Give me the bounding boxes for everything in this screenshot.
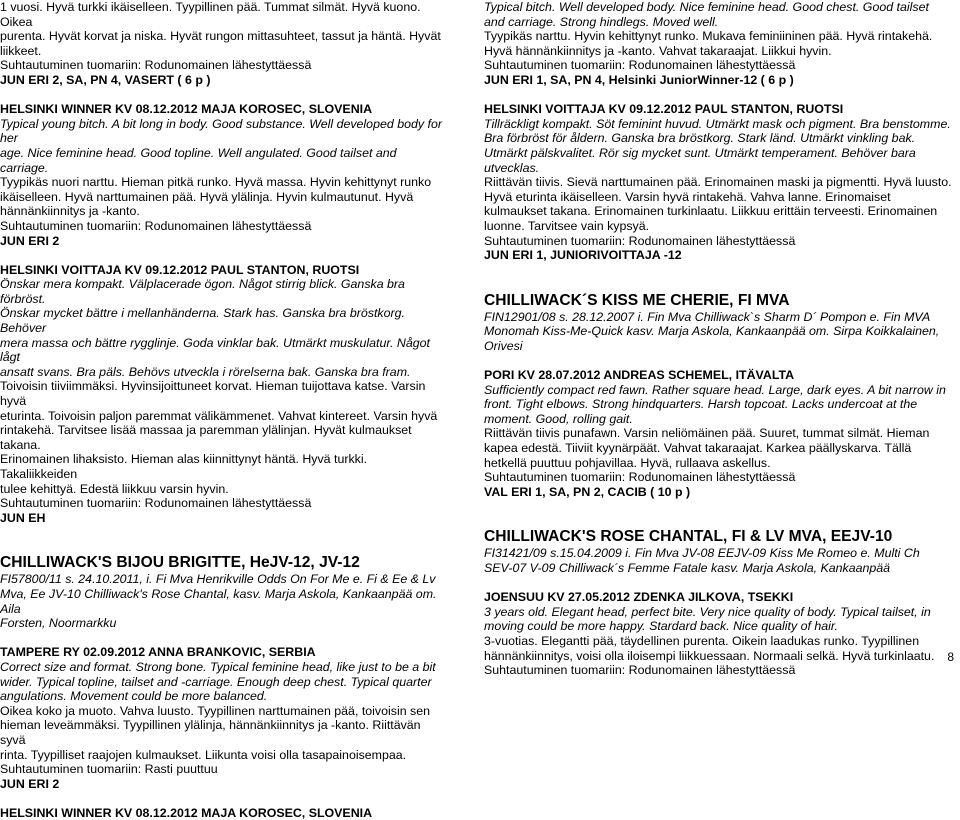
critique-text: tulee kehittyä. Edestä liikkuu varsin hyvin. (0, 481, 229, 496)
show-header: HELSINKI VOITTAJA KV 09.12.2012 PAUL STANTON, RUOTSI (484, 102, 844, 117)
result-line: JUN ERI 2 (0, 776, 60, 791)
critique-text-sv: ansatt svans. Bra päls. Behövs utveckla i rörelserna bak. Ganska bra fram. (0, 364, 411, 379)
critique-text: hetkellä puuttuu pohjavillaa. Hyvä, rullaava askellus. (484, 455, 771, 470)
temperament-line: Suhtautuminen tuomariin: Rodunomainen lähestyttäessä (0, 58, 312, 73)
pedigree-line: SEV-07 V-09 Chilliwack´s Femme Fatale kasv. Marja Askola, Kankaanpää (484, 561, 891, 575)
critique-text-en: moving could be more happy. Stardard back. Nice quality of hair. (484, 619, 839, 634)
critique-text-sv: Tillräckligt kompakt. Söt feminint huvud. Utmärkt mask och pigment. Bra benstomme. (484, 116, 951, 131)
critique-text-en: Sufficiently compact red fawn. Rather square head. Large, dark eyes. A bit narrow in (484, 382, 946, 397)
dog-name-heading: CHILLIWACK'S BIJOU BRIGITTE, HeJV-12, JV-12 (0, 554, 360, 572)
result-line: JUN EH (0, 510, 46, 525)
show-header: HELSINKI VOITTAJA KV 09.12.2012 PAUL STANTON, RUOTSI (0, 262, 360, 277)
pedigree-line: Mva, Ee JV-10 Chilliwack's Rose Chantal, kasv. Marja Askola, Kankaanpää om. Aila (0, 586, 437, 616)
pedigree-line: Monomah Kiss-Me-Quick kasv. Marja Askola, Kankaanpää om. Sirpa Koikkalainen, (484, 324, 940, 339)
critique-text-sv: utvecklas. (484, 160, 540, 175)
temperament-line: Suhtautuminen tuomariin: Rodunomainen lähestyttäessä (484, 470, 796, 485)
critique-text: eturinta. Toivoisin paljon paremmat välikämmenet. Vahvat kintereet. Varsin hyvä (0, 408, 438, 423)
pedigree-line: FI31421/09 s.15.04.2009 i. Fin Mva JV-08 EEJV-09 Kiss Me Romeo e. Multi Ch (484, 546, 920, 561)
critique-text: 3-vuotias. Elegantti pää, täydellinen purenta. Oikein laadukas runko. Tyypillinen (484, 633, 920, 648)
critique-text: luonne. Tarvitsee vain kypsyä. (484, 218, 650, 233)
dog-name-heading: CHILLIWACK´S KISS ME CHERIE, FI MVA (484, 291, 790, 309)
page-number: 8 (947, 650, 954, 664)
temperament-line: Suhtautuminen tuomariin: Rodunomainen lähestyttäessä (0, 496, 312, 511)
critique-text: hännänkiinnitys ja -kanto. (0, 204, 140, 219)
critique-text-en: front. Tight elbows. Strong hindquarters. Harsh topcoat. Lacks undercoat at the (484, 397, 918, 412)
show-header: TAMPERE RY 02.09.2012 ANNA BRANKOVIC, SERBIA (0, 645, 316, 660)
critique-text: liikkeet. (0, 43, 42, 58)
critique-text: Tyypikäs narttu. Hyvin kehittynyt runko. Mukava feminiininen pää. Hyvä rintakehä. (484, 29, 933, 44)
critique-text-en: moment. Good, rolling gait. (484, 411, 633, 426)
critique-text: Toivoisin tiiviimmäksi. Hyvinsijoittuneet korvat. Hieman tuijottava katse. Varsin hyvä (0, 379, 426, 409)
critique-text: Riittävän tiivis. Sievä narttumainen pää. Erinomainen maski ja pigmentti. Hyvä luusto. (484, 175, 952, 190)
critique-text: kapea edestä. Tiiviit kyynärpäät. Vahvat takaraajat. Karkea päällyskarva. Tällä (484, 441, 912, 456)
pedigree-line: FIN12901/08 s. 28.12.2007 i. Fin Mva Chilliwack`s Sharm D´ Pompon e. Fin MVA (484, 309, 931, 324)
critique-text-en: angulations. Movement could be more balanced. (0, 689, 268, 704)
critique-text: rinta. Tyypilliset raajojen kulmaukset. Liikunta voisi olla tasapainoisempaa. (0, 747, 407, 762)
result-line: VAL ERI 1, SA, PN 2, CACIB ( 10 p ) (484, 484, 691, 499)
critique-text: Tyypikäs nuori narttu. Hieman pitkä runko. Hyvä massa. Hyvin kehittynyt runko (0, 175, 432, 190)
dog-name-heading: CHILLIWACK'S ROSE CHANTAL, FI & LV MVA, EEJV-10 (484, 528, 893, 546)
critique-text: kulmaukset takana. Erinomainen turkinlaatu. Liikkuu erittäin terveesti. Erinomainen (484, 204, 938, 219)
critique-text-en: Typical bitch. Well developed body. Nice feminine head. Good chest. Good tailset (484, 0, 929, 14)
temperament-line: Suhtautuminen tuomariin: Rodunomainen lähestyttäessä (484, 663, 796, 678)
critique-text-sv: mera massa och bättre rygglinje. Goda vinklar bak. Utmärkt muskulatur. Något lågt (0, 335, 430, 365)
critique-text: Oikea koko ja muoto. Vahva luusto. Tyypillinen narttumainen pää, toivoisin sen (0, 703, 431, 718)
temperament-line: Suhtautuminen tuomariin: Rodunomainen lähestyttäessä (0, 218, 312, 233)
right-column (484, 0, 956, 678)
show-header: HELSINKI WINNER KV 08.12.2012 MAJA KOROSEC, SLOVENIA (0, 102, 373, 117)
pedigree-line: Forsten, Noormarkku (0, 616, 117, 631)
critique-text-sv: Utmärkt pälskvalitet. Rör sig mycket sunt. Utmärkt temperament. Behöver bara (484, 145, 916, 160)
critique-text: hieman leveämmäksi. Tyypillinen ylälinja, hännänkiinnitys ja -kanto. Riittävän syvä (0, 718, 421, 747)
result-line: JUN ERI 1, SA, PN 4, Helsinki JuniorWinner-12 ( 6 p ) (484, 72, 794, 87)
temperament-line: Suhtautuminen tuomariin: Rasti puuttuu (0, 762, 218, 777)
critique-text-sv: Bra förbröst för åldern. Ganska bra bröstkorg. Stark länd. Utmärkt vinkling bak. (484, 131, 916, 146)
critique-text-en: Correct size and format. Strong bone. Typical feminine head, like just to be a bit (0, 659, 436, 674)
critique-text-en: age. Nice feminine head. Good topline. Well angulated. Good tailset and carriage. (0, 145, 397, 175)
left-column (0, 0, 445, 820)
temperament-line: Suhtautuminen tuomariin: Rodunomainen lähestyttäessä (484, 233, 796, 248)
pedigree-line: FI57800/11 s. 24.10.2011, i. Fi Mva Henrikville Odds On For Me e. Fi & Ee & Lv (0, 572, 436, 587)
critique-text: purenta. Hyvät korvat ja niska. Hyvät rungon mittasuhteet, tassut ja häntä. Hyvät (0, 29, 441, 44)
temperament-line: Suhtautuminen tuomariin: Rodunomainen lähestyttäessä (484, 58, 796, 73)
show-header: JOENSUU KV 27.05.2012 ZDENKA JILKOVA, TSEKKI (484, 590, 794, 605)
critique-text: hännänkiinnitys, voisi olla iloisempi liikkuessaan. Normaali selkä. Hyvä turkinlaatu. (484, 648, 935, 663)
show-header: HELSINKI WINNER KV 08.12.2012 MAJA KOROSEC, SLOVENIA (0, 805, 373, 820)
critique-text-en: wider. Typical topline, tailset and -carriage. Enough deep chest. Typical quarter (0, 674, 432, 689)
critique-text-sv: Önskar mera kompakt. Välplacerade ögon. Något stirrig blick. Ganska bra förbröst. (0, 277, 405, 306)
critique-text-en: Typical young bitch. A bit long in body. Good substance. Well developed body for her (0, 116, 442, 146)
critique-text: ikäiselleen. Hyvä narttumainen pää. Hyvä ylälinja. Hyvin kulmautunut. Hyvä (0, 189, 414, 204)
result-line: JUN ERI 2 (0, 233, 60, 248)
critique-text: rintakehä. Tarvitsee lisää massaa ja paremman ylälinjan. Hyvät kulmaukset takana. (0, 423, 412, 452)
critique-text-en: 3 years old. Elegant head, perfect bite. Very nice quality of body. Typical tailset, in (484, 604, 931, 619)
critique-text-en: and carriage. Strong hindlegs. Moved well. (484, 14, 719, 29)
critique-text: Riittävän tiivis punafawn. Varsin neliömäinen pää. Suuret, tummat silmät. Hieman (484, 426, 930, 441)
result-line: JUN ERI 2, SA, PN 4, VASERT ( 6 p ) (0, 72, 211, 87)
critique-text-sv: Önskar mycket bättre i mellanhänderna. Stark has. Ganska bra bröstkorg. Behöver (0, 306, 405, 336)
critique-text: Erinomainen lihaksisto. Hieman alas kiinnittynyt häntä. Hyvä turkki. Takaliikkeiden (0, 452, 368, 481)
critique-text: Hyvä eturinta ikäiselleen. Varsin hyvä rintakehä. Vahva lanne. Erinomaiset (484, 189, 891, 204)
show-header: PORI KV 28.07.2012 ANDREAS SCHEMEL, ITÄVALTA (484, 368, 795, 383)
pedigree-line: Orivesi (484, 338, 523, 353)
result-line: JUN ERI 1, JUNIORIVOITTAJA -12 (484, 248, 682, 263)
critique-text: 1 vuosi. Hyvä turkki ikäiselleen. Tyypillinen pää. Tummat silmät. Hyvä kuono. Oikea (0, 0, 421, 29)
critique-text: Hyvä hännänkiinnitys ja -kanto. Vahvat takaraajat. Liikkui hyvin. (484, 43, 832, 58)
